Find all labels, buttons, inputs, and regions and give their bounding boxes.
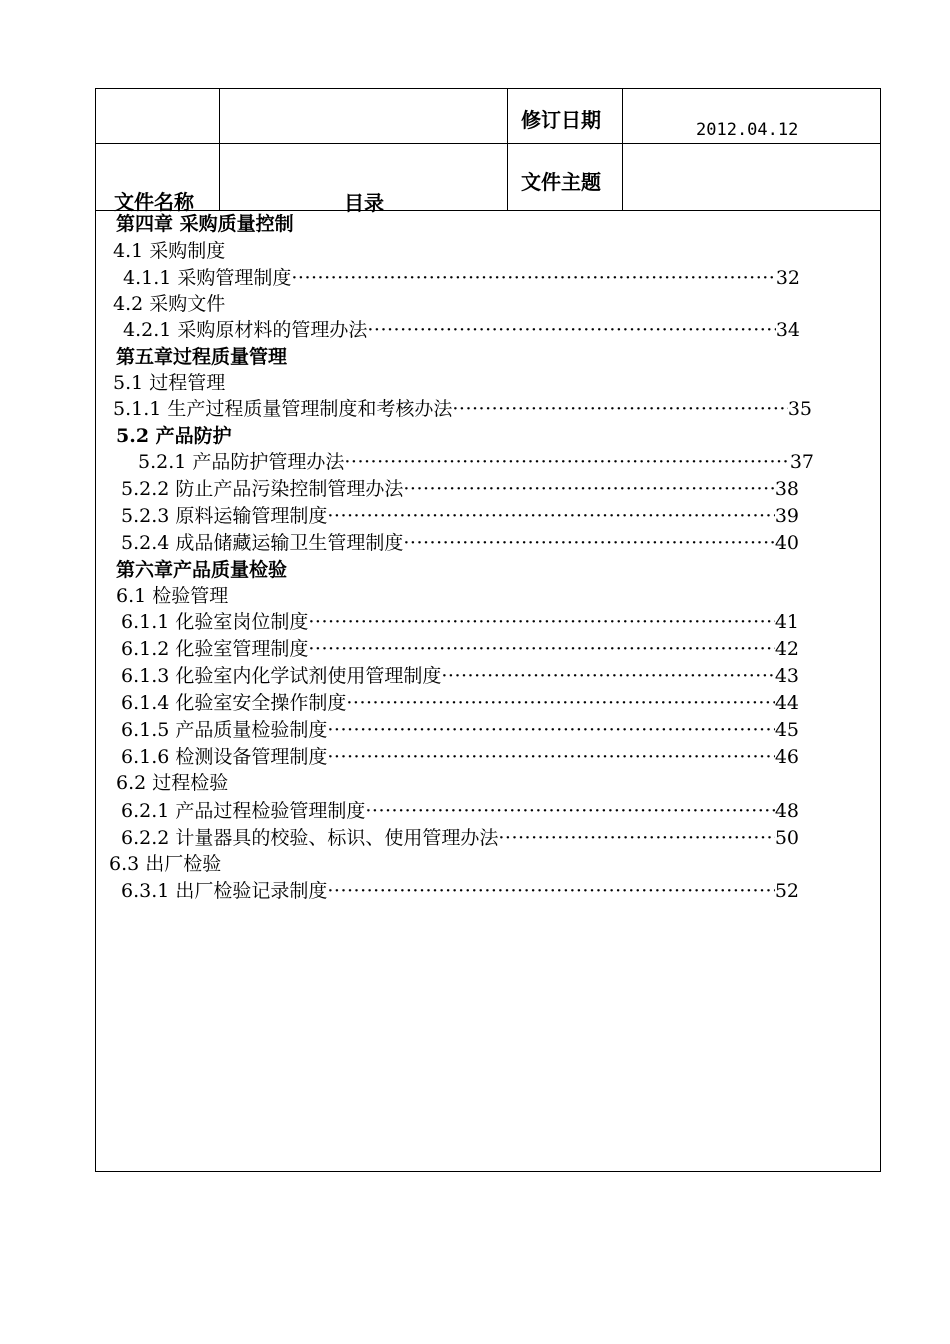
file-name-value: 目录 xyxy=(344,191,384,215)
header-col-divider-2 xyxy=(507,89,508,211)
toc-entry-page: 40 xyxy=(774,532,799,554)
file-name-label: 文件名称 xyxy=(114,190,194,214)
dot-leader xyxy=(498,825,774,851)
dot-leader xyxy=(367,317,775,343)
toc-entry xyxy=(121,798,799,824)
toc-entry xyxy=(121,503,799,529)
toc-entry-page: 52 xyxy=(774,880,799,902)
toc-entry-label: 6.2.1 产品过程检验管理制度 xyxy=(121,800,366,822)
toc-entry-label: 6.1.6 检测设备管理制度 xyxy=(121,746,328,768)
toc-entry-page: 41 xyxy=(774,611,799,633)
dot-leader xyxy=(327,744,774,770)
toc-entry xyxy=(121,744,799,770)
toc-entry xyxy=(121,636,799,662)
revision-date-value: 2012.04.12 xyxy=(696,120,799,140)
toc-entry xyxy=(121,690,799,716)
toc-entry-page: 44 xyxy=(774,692,799,714)
chapter-heading: 第五章过程质量管理 xyxy=(116,346,288,368)
toc-entry xyxy=(121,825,799,851)
toc-entry-label: 5.2.3 原料运输管理制度 xyxy=(121,505,328,527)
section-heading: 6.2 过程检验 xyxy=(116,772,229,794)
dot-leader xyxy=(403,530,774,556)
chapter-heading: 第四章 采购质量控制 xyxy=(116,213,294,235)
toc-entry-label: 6.1.2 化验室管理制度 xyxy=(121,638,309,660)
toc-entry xyxy=(121,530,799,556)
dot-leader xyxy=(346,690,774,716)
header-col-divider-3 xyxy=(622,89,623,211)
dot-leader xyxy=(441,663,774,689)
toc-entry-label: 6.1.3 化验室内化学试剂使用管理制度 xyxy=(121,665,442,687)
section-heading: 5.2 产品防护 xyxy=(116,425,232,447)
toc-entry xyxy=(121,476,799,502)
dot-leader xyxy=(308,636,774,662)
section-heading: 4.1 采购制度 xyxy=(113,240,226,262)
dot-leader xyxy=(291,265,775,291)
toc-entry-label: 5.2.2 防止产品污染控制管理办法 xyxy=(121,478,404,500)
toc-entry xyxy=(121,663,799,689)
toc-entry-page: 38 xyxy=(774,478,799,500)
toc-entry xyxy=(113,396,812,422)
dot-leader xyxy=(452,396,787,422)
toc-entry-page: 34 xyxy=(775,319,800,341)
toc-entry-page: 42 xyxy=(774,638,799,660)
header-col-divider-1 xyxy=(219,89,220,211)
toc-entry-page: 32 xyxy=(775,267,800,289)
toc-entry xyxy=(123,317,800,343)
toc-entry-page: 46 xyxy=(774,746,799,768)
section-heading: 4.2 采购文件 xyxy=(113,293,226,315)
dot-leader xyxy=(344,449,789,475)
toc-entry-page: 37 xyxy=(789,451,814,473)
dot-leader xyxy=(327,503,774,529)
toc-entry-page: 39 xyxy=(774,505,799,527)
dot-leader xyxy=(308,609,774,635)
section-heading: 6.3 出厂检验 xyxy=(109,853,222,875)
toc-entry-page: 45 xyxy=(774,719,799,741)
toc-entry-label: 6.2.2 计量器具的校验、标识、使用管理办法 xyxy=(121,827,499,849)
dot-leader xyxy=(327,878,774,904)
toc-entry xyxy=(123,265,800,291)
document-frame xyxy=(95,88,881,1172)
file-subject-label: 文件主题 xyxy=(521,170,601,194)
dot-leader xyxy=(365,798,774,824)
revision-date-label: 修订日期 xyxy=(521,108,601,132)
toc-entry-page: 43 xyxy=(774,665,799,687)
toc-entry-label: 4.1.1 采购管理制度 xyxy=(123,267,292,289)
section-heading: 5.1 过程管理 xyxy=(113,372,226,394)
toc-entry xyxy=(121,609,799,635)
toc-entry-label: 6.1.5 产品质量检验制度 xyxy=(121,719,328,741)
toc-entry xyxy=(121,717,799,743)
toc-entry-label: 4.2.1 采购原材料的管理办法 xyxy=(123,319,368,341)
toc-entry xyxy=(121,878,799,904)
toc-entry-label: 6.1.1 化验室岗位制度 xyxy=(121,611,309,633)
toc-entry-label: 5.1.1 生产过程质量管理制度和考核办法 xyxy=(113,398,453,420)
chapter-heading: 第六章产品质量检验 xyxy=(116,559,288,581)
toc-entry-label: 5.2.4 成品储藏运输卫生管理制度 xyxy=(121,532,404,554)
toc-entry-label: 6.3.1 出厂检验记录制度 xyxy=(121,880,328,902)
toc-entry-label: 5.2.1 产品防护管理办法 xyxy=(138,451,345,473)
toc-entry-page: 50 xyxy=(774,827,799,849)
toc-entry-label: 6.1.4 化验室安全操作制度 xyxy=(121,692,347,714)
header-row-divider xyxy=(96,143,880,144)
dot-leader xyxy=(327,717,774,743)
toc-entry-page: 48 xyxy=(774,800,799,822)
dot-leader xyxy=(403,476,774,502)
toc-entry-page: 35 xyxy=(787,398,812,420)
toc-entry xyxy=(138,449,814,475)
section-heading: 6.1 检验管理 xyxy=(116,585,229,607)
